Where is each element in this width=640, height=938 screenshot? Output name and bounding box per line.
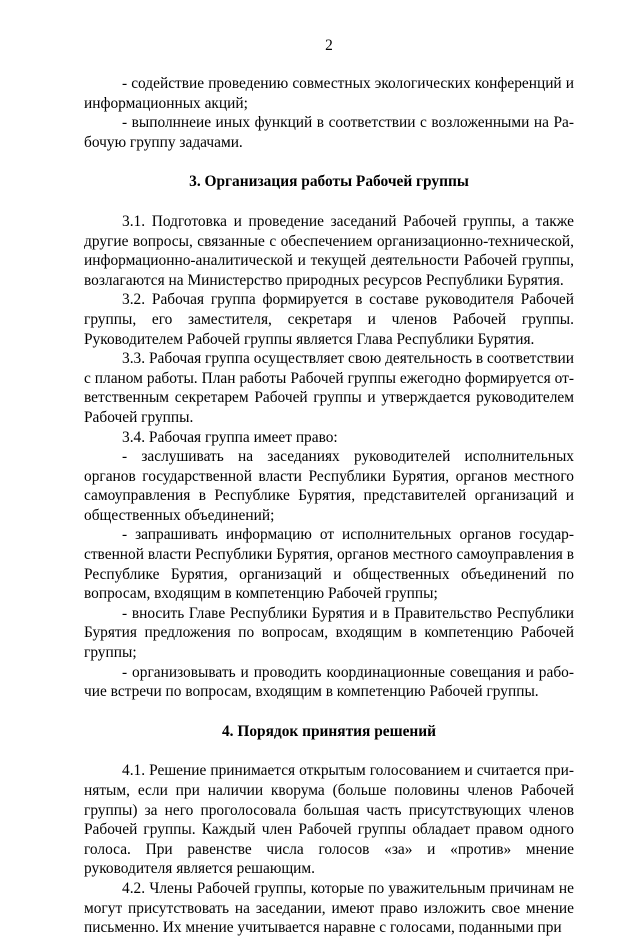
right-item: - вносить Главе Республики Бурятия и в Правительство Республики Бурятия предложения по вопросам, входящим в компетенцию Рабочей группы; xyxy=(84,604,574,662)
page-number: 2 xyxy=(325,37,333,54)
paragraph-3-4: 3.4. Рабочая группа имеет право: xyxy=(122,428,338,446)
intro-item: - содействие проведению совместных экологических конференций и информационных акций; xyxy=(84,75,574,112)
right-item: - заслушивать на заседаниях руководителей исполнительных органов государственной власти Республики Бурятия, органов местного самоуправления в Республике Бурятия, представителей организаций и общественных объединений; xyxy=(84,448,574,524)
section-4-heading: 4. Порядок принятия решений xyxy=(221,722,437,740)
right-item: - организовывать и проводить координационные совещания и рабочие встречи по вопросам, входящим в компетенцию Рабочей группы. xyxy=(84,663,574,701)
right-item: - запрашивать информацию от исполнительных органов государственной власти Республики Бурятия, органов местного самоуправления в Республике Бурятия, организаций и общественных объединений по вопросам, входящим в компетенцию Рабочей группы; xyxy=(84,526,574,603)
paragraph-3-2: 3.2. Рабочая группа формируется в составе руководителя Рабочей группы, его заместителя, секретаря и членов Рабочей группы. Руководителем Рабочей группы является Глава Республики Бурятия. xyxy=(84,291,574,348)
document-page xyxy=(84,0,574,937)
paragraph-4-1: 4.1. Решение принимается открытым голосованием и считается принятым, если при наличии кворума (больше половины членов Рабочей группы) за него проголосовала большая часть присутствующих членов Рабочей группы. Каждый член Рабочей группы обладает правом одного голоса. При равенстве числа голосов «за» и «против» мнение руководителя является решающим. xyxy=(84,762,574,878)
intro-item: - выполннеие иных функций в соответствии с возложенными на Рабочую группу задачами. xyxy=(84,114,574,151)
document-body xyxy=(84,74,574,938)
section-3-heading: 3. Организация работы Рабочей группы xyxy=(189,173,469,191)
paragraph-4-2: 4.2. Члены Рабочей группы, которые по уважительным причинам не могут присутствовать на заседании, имеют право изложить свое мнение письменно. Их мнение учитывается наравне с голосами, поданными при xyxy=(84,879,574,937)
paragraph-3-3: 3.3. Рабочая группа осуществляет свою деятельность в соответствии с планом работы. План работы Рабочей группы ежегодно формируется ответственным секретарем Рабочей группы и утверждается руководителем Рабочей группы. xyxy=(84,350,574,426)
paragraph-3-1: 3.1. Подготовка и проведение заседаний Рабочей группы, а также другие вопросы, связанные с обеспечением организационно-технической, информационно-аналитической и текущей деятельности Рабочей группы, возлагаются на Министерство природных ресурсов Республики Бурятия. xyxy=(84,212,574,289)
